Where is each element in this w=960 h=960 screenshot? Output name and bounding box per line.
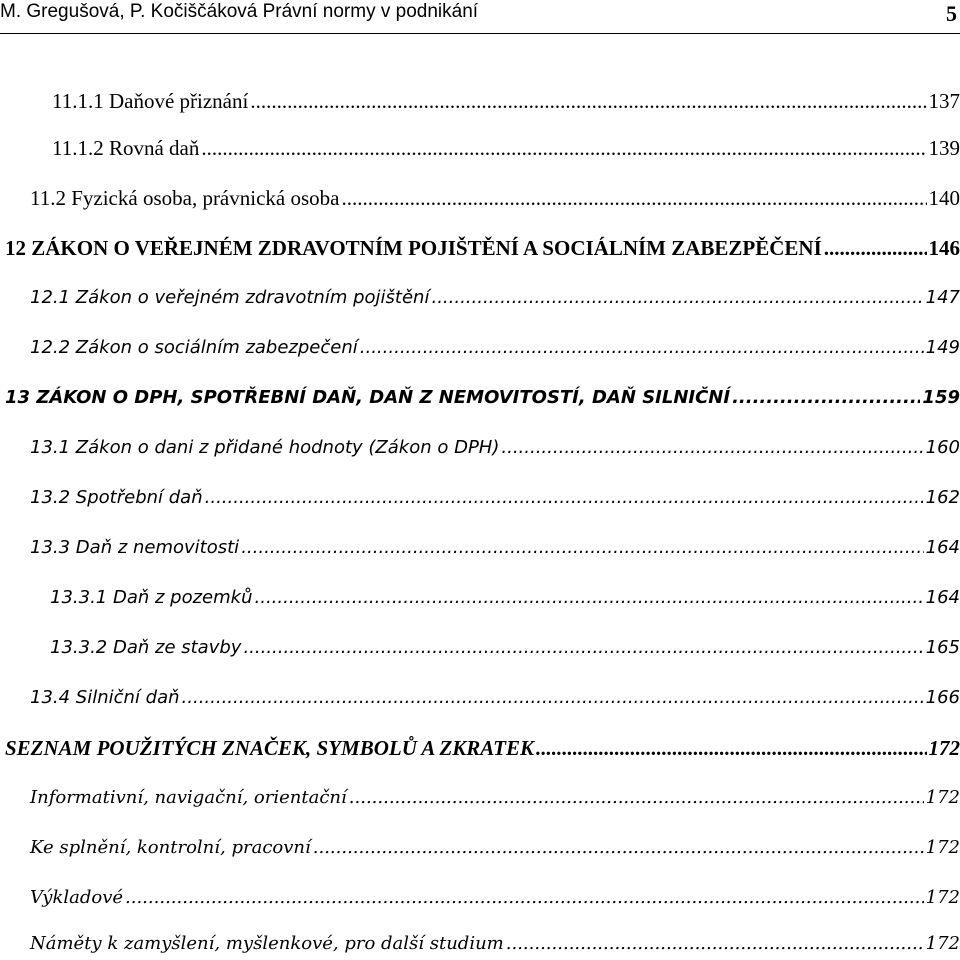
toc-entry[interactable]	[30, 683, 960, 713]
toc-entry[interactable]	[30, 483, 960, 513]
toc-entry-label: Ke splnění, kontrolní, pracovní	[30, 837, 311, 858]
dot-leader	[824, 233, 927, 263]
toc-entry-label: SEZNAM POUŽITÝCH ZNAČEK, SYMBOLŮ A ZKRATEK	[5, 736, 534, 760]
dot-leader	[250, 86, 926, 116]
toc-entry[interactable]	[50, 633, 960, 663]
toc-entry[interactable]	[30, 883, 960, 913]
toc-entry-label: Výkladové	[30, 887, 124, 908]
running-header	[0, 0, 960, 34]
toc-entry-label: 13.4 Silniční daň	[30, 687, 180, 708]
toc-entry[interactable]	[5, 383, 960, 413]
toc-entry-page: 164	[925, 537, 960, 558]
toc-entry-label: 12.2 Zákon o sociálním zabezpečení	[30, 337, 358, 358]
toc-entry-page: 137	[928, 89, 960, 113]
toc-entry-page: 159	[922, 387, 960, 408]
toc-entry-page: 166	[925, 687, 960, 708]
toc-entry[interactable]	[30, 283, 960, 313]
toc-entry-page: 162	[925, 487, 960, 508]
toc-entry-page: 172	[928, 736, 960, 760]
dot-leader	[341, 183, 926, 213]
toc-entry[interactable]	[30, 833, 960, 863]
dot-leader	[501, 433, 923, 463]
toc-entry-label: 13.3.1 Daň z pozemků	[50, 587, 253, 608]
dot-leader	[360, 333, 924, 363]
toc-entry-label: 11.2 Fyzická osoba, právnická osoba	[30, 186, 340, 210]
toc-entry[interactable]	[50, 583, 960, 613]
dot-leader	[313, 833, 924, 863]
toc-entry-page: 165	[925, 637, 960, 658]
toc-entry[interactable]	[5, 733, 960, 763]
dot-leader	[732, 383, 920, 413]
toc-entry[interactable]	[5, 233, 960, 263]
toc-entry-label: 12 ZÁKON O VEŘEJNÉM ZDRAVOTNÍM POJIŠTĚNÍ A SOCIÁLNÍM ZABEZPĚČENÍ	[5, 236, 822, 260]
dot-leader	[241, 533, 923, 563]
toc-entry-page: 140	[928, 186, 960, 210]
toc-entry-label: Informativní, navigační, orientační	[30, 787, 347, 808]
toc-entry-page: 172	[925, 787, 960, 808]
toc-entry[interactable]	[30, 333, 960, 363]
toc-entry-label: 13 ZÁKON O DPH, SPOTŘEBNÍ DAŇ, DAŇ Z NEMOVITOSTÍ, DAŇ SILNIČNÍ	[5, 387, 731, 408]
dot-leader	[255, 583, 924, 613]
toc-entry[interactable]	[30, 929, 960, 959]
toc-entry[interactable]	[30, 183, 960, 213]
dot-leader	[205, 483, 924, 513]
document-title: M. Gregušová, P. Kočiščáková Právní normy v podnikání	[0, 1, 479, 22]
toc-entry-page: 147	[925, 287, 960, 308]
dot-leader	[431, 283, 923, 313]
toc-entry-label: 13.1 Zákon o dani z přidané hodnoty (Zákon o DPH)	[30, 437, 500, 458]
toc-entry-page: 172	[925, 887, 960, 908]
toc-entry-page: 146	[928, 236, 960, 260]
toc-entry[interactable]	[30, 433, 960, 463]
toc-entry-label: 12.1 Zákon o veřejném zdravotním pojištění	[30, 287, 430, 308]
dot-leader	[506, 929, 924, 959]
toc-entry-page: 172	[925, 933, 960, 954]
page-number: 5	[946, 1, 957, 26]
toc-entry[interactable]	[30, 783, 960, 813]
dot-leader	[243, 633, 923, 663]
toc-entry-page: 164	[925, 587, 960, 608]
dot-leader	[536, 733, 927, 763]
toc-entry[interactable]	[52, 133, 960, 163]
toc-entry-label: 13.2 Spotřební daň	[30, 487, 203, 508]
toc-entry-label: 13.3 Daň z nemovitosti	[30, 537, 240, 558]
toc-entry-page: 149	[925, 337, 960, 358]
toc-entry-label: 13.3.2 Daň ze stavby	[50, 637, 242, 658]
toc-entry-page: 172	[925, 837, 960, 858]
dot-leader	[349, 783, 924, 813]
toc-entry-label: 11.1.2 Rovná daň	[52, 136, 200, 160]
toc-entry-page: 139	[928, 136, 960, 160]
dot-leader	[125, 883, 924, 913]
toc-entry-label: Náměty k zamyšlení, myšlenkové, pro další studium	[30, 933, 504, 954]
toc-entry-label: 11.1.1 Daňové přiznání	[52, 89, 249, 113]
dot-leader	[182, 683, 924, 713]
toc-entry-page: 160	[925, 437, 960, 458]
toc-entry[interactable]	[52, 86, 960, 116]
dot-leader	[201, 133, 926, 163]
toc-entry[interactable]	[30, 533, 960, 563]
